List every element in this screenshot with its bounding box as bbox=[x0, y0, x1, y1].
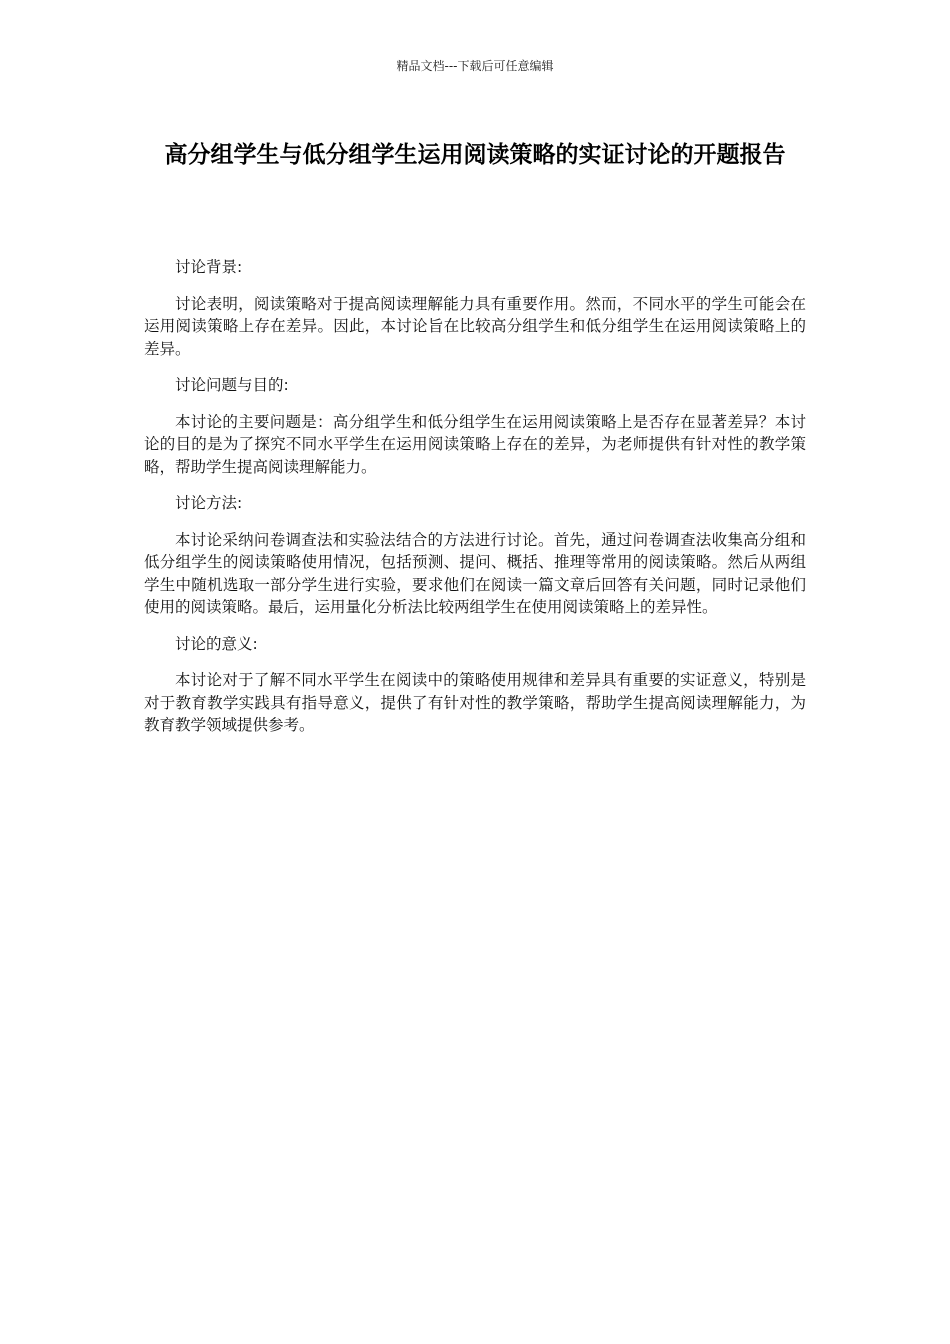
section-paragraph-questions: 本讨论的主要问题是：高分组学生和低分组学生在运用阅读策略上是否存在显著差异？本讨论的目的是为了探究不同水平学生在运用阅读策略上存在的差异，为老师提供有针对性的教学策略，帮助学生提高阅读理解能力。 bbox=[144, 412, 806, 476]
section-paragraph-background: 讨论表明，阅读策略对于提高阅读理解能力具有重要作用。然而，不同水平的学生可能会在运用阅读策略上存在差异。因此，本讨论旨在比较高分组学生和低分组学生在运用阅读策略上的差异。 bbox=[144, 294, 806, 358]
document-title: 高分组学生与低分组学生运用阅读策略的实证讨论的开题报告 bbox=[164, 142, 786, 168]
section-heading-methods: 讨论方法: bbox=[175, 494, 243, 512]
section-heading-significance: 讨论的意义: bbox=[175, 634, 258, 653]
section-paragraph-significance: 本讨论对于了解不同水平学生在阅读中的策略使用规律和差异具有重要的实证意义，特别是对于教育教学实践具有指导意义，提供了有针对性的教学策略，帮助学生提高阅读理解能力，为教育教学领域提供参考。 bbox=[144, 671, 806, 734]
document-body bbox=[144, 256, 806, 751]
section-heading-questions: 讨论问题与目的: bbox=[175, 376, 289, 394]
header-note: 精品文档---下载后可任意编辑 bbox=[396, 59, 554, 73]
section-heading-background: 讨论背景: bbox=[175, 258, 243, 276]
section-paragraph-methods: 本讨论采纳问卷调查法和实验法结合的方法进行讨论。首先，通过问卷调查法收集高分组和低分组学生的阅读策略使用情况，包括预测、提问、概括、推理等常用的阅读策略。然后从两组学生中随机选取一部分学生进行实验，要求他们在阅读一篇文章后回答有关问题，同时记录他们使用的阅读策略。最后，运用量化分析法比较两组学生在使用阅读策略上的差异性。 bbox=[144, 530, 806, 616]
